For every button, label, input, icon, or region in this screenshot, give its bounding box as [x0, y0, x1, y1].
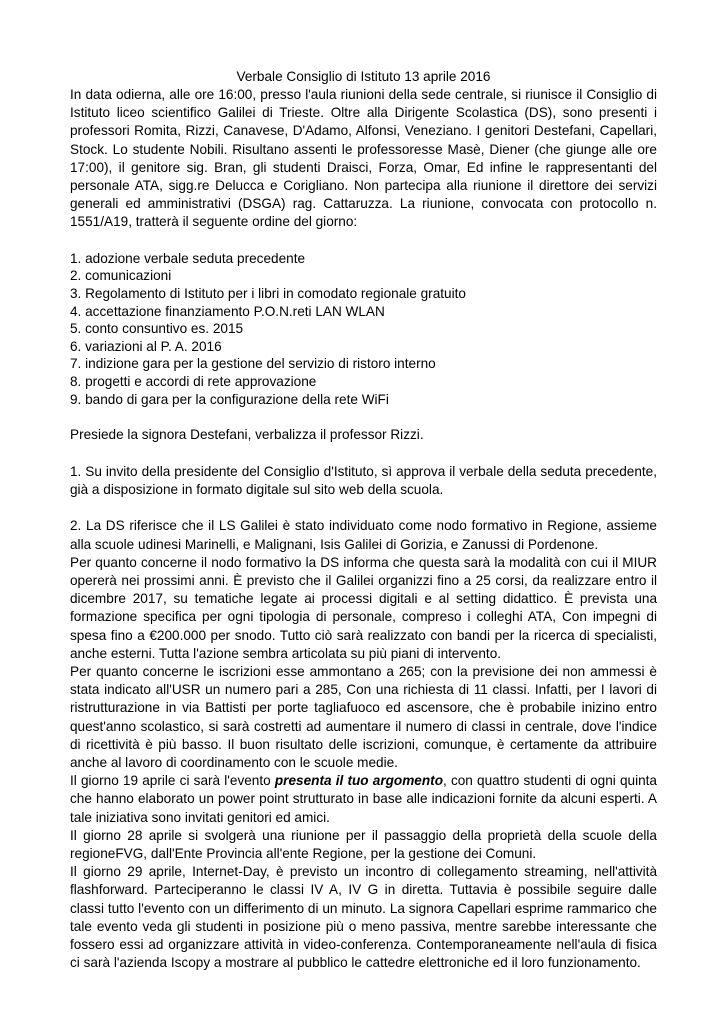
agenda-item: 2. comunicazioni: [70, 268, 172, 284]
agenda-item: 6. variazioni al P. A. 2016: [70, 338, 222, 354]
presiede-paragraph: Presiede la signora Destefani, verbalizza il professor Rizzi.: [70, 427, 424, 443]
intro-paragraph: In data odierna, alle ore 16:00, presso l'aula riunioni della sede centrale, si riunisce il Consiglio di Istituto liceo scientifico Galilei di Trieste. Oltre alla Dirigente Scolastica (DS), sono presenti i professori Romita, Rizzi, Canavese, D'Adamo, Alfonsi, Veneziano. I genitori Destefani, Capellari, Stock. Lo studente Nobili. Risultano assenti le professoresse Masè, Diener (che giunge alle ore 17:00), il genitore sig. Bran, gli studenti Draisci, Forza, Omar, Ed infine le rappresentanti del personale ATA, sigg.re Delucca e Corigliano. Non partecipa alla riunione il direttore dei servizi generali ed amministrativi (DSGA) rag. Cattaruzza. La riunione, convocata con protocollo n. 1551/A19, tratterà il seguente ordine del giorno:: [70, 87, 657, 230]
evento-19-emphasis: presenta il tuo argomento: [274, 773, 443, 789]
agenda-item: 9. bando di gara per la configurazione della rete WiFi: [70, 391, 389, 407]
point2-paragraph: 2. La DS riferisce che il LS Galilei è stato individuato come nodo formativo in Regione, assieme alla scuole udinesi Marinelli, e Malignani, Isis Galilei di Gorizia, e Zanussi di Pordenone.: [70, 518, 657, 552]
spacer: [70, 445, 657, 463]
evento-19-paragraph: [70, 772, 657, 827]
agenda-item: 3. Regolamento di Istituto per i libri in comodato regionale gratuito: [70, 286, 466, 301]
spacer: [70, 232, 657, 250]
iscrizioni-paragraph: Per quanto concerne le iscrizioni esse ammontano a 265; con la previsione dei non ammessi è stata indicato all'USR un numero pari a 285, Con una richiesta di 11 classi. Infatti, per I lavori di ristrutturazione in via Battisti per porte tagliafuoco ed ascensore, che è probabile inizino entro quest'anno scolastico, si sarà costretti ad aumentare il numero di classi in centrale, dove l'indice di ricettività è più basso. Il buon risultato delle iscrizioni, comunque, è certamente da attribuire anche al lavoro di coordinamento con le scuole medie.: [70, 663, 657, 770]
evento-29-paragraph: Il giorno 29 aprile, Internet-Day, è previsto un incontro di collegamento streaming, nell'attività flashforward. Parteciperanno le classi IV A, IV G in diretta. Tuttavia è possibile seguire dalle classi tutto l'evento con un differimento di un minuto. La signora Capellari esprime rammarico che tale evento veda gli studenti in posizione più o meno passiva, mentre sarebbe interessante che fossero essi ad organizzare attività in video-conferenza. Contemporaneamente nell'aula di fisica ci sarà l'azienda Iscopy a mostrare al pubblico le cattedre elettroniche ed il loro funzionamento.: [70, 864, 657, 971]
agenda-list: [70, 250, 657, 408]
evento-19-after: , con quattro studenti di ogni quinta che hanno elaborato un power point strutturato in base alle indicazioni fornite da alcuni esperti. A tale iniziativa sono invitati genitori ed amici.: [70, 773, 657, 825]
document-title: Verbale Consiglio di Istituto 13 aprile 2016: [236, 69, 491, 84]
spacer: [70, 408, 657, 426]
agenda-item: 8. progetti e accordi di rete approvazione: [70, 373, 317, 389]
spacer: [70, 499, 657, 517]
nodo-formativo-paragraph: Per quanto concerne il nodo formativo la DS informa che questa sarà la modalità con cui il MIUR opererà nei prossimi anni. È previsto che il Galilei organizzi fino a 25 corsi, da realizzare entro il dicembre 2017, su tematiche legate ai processi digitali e al setting didattico. È prevista una formazione specifica per ogni tipologia di personale, compreso i colleghi ATA, Con impegni di spesa fino a €200.000 per snodo. Tutto ciò sarà realizzato con bandi per la ricerca di specialisti, anche esterni. Tutta l'azione sembra articolata su più piani di intervento.: [70, 554, 657, 661]
point1-paragraph: 1. Su invito della presidente del Consiglio d'Istituto, sì approva il verbale della seduta precedente, già a disposizione in formato digitale sul sito web della scuola.: [70, 463, 657, 497]
agenda-item: 1. adozione verbale seduta precedente: [70, 250, 306, 266]
evento-19-before: Il giorno 19 aprile ci sarà l'evento: [70, 773, 275, 789]
agenda-item: 4. accettazione finanziamento P.O.N.reti LAN WLAN: [70, 303, 385, 319]
evento-28-paragraph: Il giorno 28 aprile si svolgerà una riunione per il passaggio della proprietà della scuole della regioneFVG, dall'Ente Provincia all'ente Regione, per la gestione dei Comuni.: [70, 827, 657, 861]
agenda-item: 7. indizione gara per la gestione del servizio di ristoro interno: [70, 356, 436, 372]
agenda-item: 5. conto consuntivo es. 2015: [70, 321, 244, 337]
